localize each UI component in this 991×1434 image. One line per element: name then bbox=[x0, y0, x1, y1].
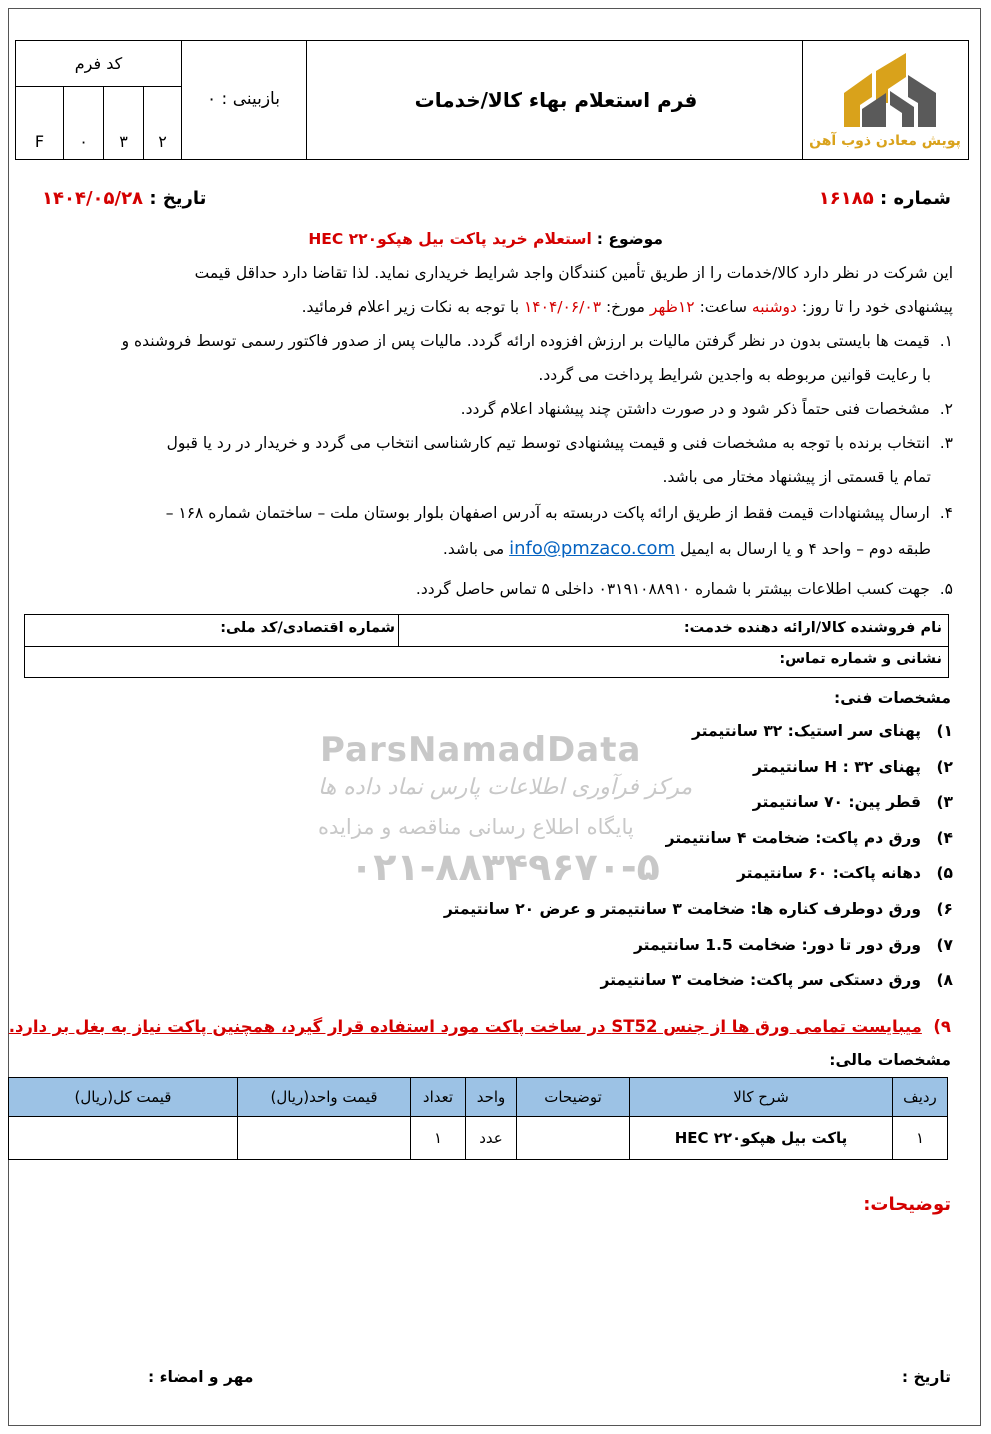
subject bbox=[308, 222, 663, 256]
economic-code-label: شماره اقتصادی/کد ملی: bbox=[220, 620, 395, 636]
remarks-label: توضیحات: bbox=[863, 1194, 951, 1215]
spec-text: ورق دم پاکت: ضخامت ۴ سانتیمتر bbox=[665, 828, 921, 847]
form-code-cell: ۲ bbox=[158, 132, 167, 151]
subject-label: موضوع : bbox=[596, 230, 663, 248]
form-header bbox=[15, 40, 969, 160]
column-header: ردیف bbox=[893, 1078, 948, 1117]
intro-line1: این شرکت در نظر دارد کالا/خدمات را از طریق تأمین کنندگان واجد شرایط خریداری نماید. لذا تقاضا دارد حداقل قیمت bbox=[194, 264, 953, 282]
column-header: قیمت کل(ریال) bbox=[9, 1078, 238, 1117]
letter-number bbox=[819, 182, 951, 216]
form-title: فرم استعلام بهاء کالا/خدمات bbox=[414, 88, 698, 112]
tech-spec-item bbox=[753, 752, 953, 782]
date-label: تاریخ : bbox=[149, 188, 207, 209]
form-code-cell: ۳ bbox=[104, 87, 144, 159]
note-text: مشخصات فنی حتماً ذکر شود و در صورت داشتن چند پیشنهاد اعلام گردد. bbox=[460, 400, 930, 418]
cell-unit: عدد bbox=[466, 1117, 517, 1160]
spec-number: ۲) bbox=[936, 757, 953, 776]
seller-info-box bbox=[24, 614, 949, 678]
spec-text: ورق دوطرف کناره ها: ضخامت ۳ سانتیمتر و عرض ۲۰ سانتیمتر bbox=[443, 900, 921, 918]
column-header: قیمت واحد(ریال) bbox=[238, 1078, 411, 1117]
note-item bbox=[166, 496, 953, 530]
cell-description: پاکت بیل هپکو۲۲۰ HEC bbox=[630, 1117, 893, 1160]
intro-text: ساعت: bbox=[699, 298, 747, 316]
company-logo bbox=[802, 41, 968, 159]
cell-row-no: ۱ bbox=[893, 1117, 948, 1160]
note-number: ۱. bbox=[939, 332, 953, 350]
spec-number: ۶) bbox=[936, 900, 953, 918]
divider bbox=[398, 615, 399, 646]
tech-spec-item bbox=[753, 787, 953, 817]
spec-number: ۱) bbox=[936, 722, 953, 740]
spec-number: ۹) bbox=[933, 1017, 951, 1036]
deadline-time: ۱۲ظهر bbox=[649, 298, 695, 316]
note-number: ۵. bbox=[939, 580, 953, 598]
tech-heading: مشخصات فنی: bbox=[834, 689, 951, 707]
intro-text: با توجه به نکات زیر اعلام فرمائید. bbox=[301, 298, 520, 316]
number-label: شماره : bbox=[880, 188, 951, 209]
signature-label: مهر و امضاء : bbox=[148, 1368, 254, 1386]
column-header: شرح کالا bbox=[630, 1078, 893, 1117]
form-code-cell: ۰ bbox=[64, 87, 104, 159]
column-header: توضیحات bbox=[517, 1078, 630, 1117]
table-row bbox=[9, 1117, 948, 1160]
note-item-cont bbox=[443, 532, 931, 566]
spec-number: ۳) bbox=[936, 793, 953, 812]
note-text: ارسال پیشنهادات قیمت فقط از طریق ارائه پاکت دربسته به آدرس اصفهان بلوار بوستان ملت – ساختمان شماره ۱۶۸ – bbox=[165, 504, 930, 522]
spec-text: پهنای سر استیک: ۳۲ سانتیمتر bbox=[692, 722, 921, 740]
deadline-day: دوشنبه bbox=[751, 298, 797, 316]
number-value: ۱۶۱۸۵ bbox=[818, 188, 874, 209]
seller-name-label: نام فروشنده کالا/ارائه دهنده خدمت: bbox=[683, 620, 942, 636]
form-code-label: کد فرم bbox=[16, 41, 181, 87]
column-header: واحد bbox=[466, 1078, 517, 1117]
logo-text: پویش معادن ذوب آهن bbox=[809, 133, 961, 149]
watermark-line1: مرکز فرآوری اطلاعات پارس نماد داده ها bbox=[318, 775, 693, 800]
watermark-line2: پایگاه اطلاع رسانی مناقصه و مزایده bbox=[318, 815, 634, 839]
cell-unit-price[interactable] bbox=[238, 1117, 411, 1160]
tech-spec-item bbox=[634, 930, 953, 960]
watermark-brand: ParsNamadData bbox=[320, 730, 642, 770]
spec-text: ورق دور تا دور: ضخامت 1.5 سانتیمتر bbox=[634, 935, 921, 954]
note-text: قیمت ها بایستی بدون در نظر گرفتن مالیات بر ارزش افزوده ارائه گردد. مالیات پس از صدور فاکتور رسمی توسط فروشنده و bbox=[121, 332, 930, 350]
address-label: نشانی و شماره تماس: bbox=[779, 651, 942, 667]
spec-text: پهنای H : ۳۲ سانتیمتر bbox=[753, 757, 921, 776]
spec-number: ۵) bbox=[936, 864, 953, 883]
note-text: می باشد. bbox=[442, 540, 505, 558]
note-number: ۲. bbox=[939, 400, 953, 418]
intro-text: مورخ: bbox=[605, 298, 645, 316]
cell-quantity: ۱ bbox=[411, 1117, 466, 1160]
spec-text: ورق دستکی سر پاکت: ضخامت ۳ سانتیمتر bbox=[600, 971, 921, 990]
spec-text: دهانه پاکت: ۶۰ سانتیمتر bbox=[736, 864, 921, 883]
note-text: با رعایت قوانین مربوطه به واجدین شرایط پرداخت می گردد. bbox=[538, 366, 931, 384]
subject-value: استعلام خرید پاکت بیل هپکو۲۲۰ HEC bbox=[308, 230, 592, 248]
note-number: ۴. bbox=[939, 504, 953, 522]
date-value: ۱۴۰۴/۰۵/۲۸ bbox=[42, 188, 144, 209]
note-item bbox=[167, 426, 953, 460]
deadline-date: ۱۴۰۴/۰۶/۰۳ bbox=[523, 298, 602, 316]
spec-number: ۸) bbox=[936, 971, 953, 990]
tech-spec-item bbox=[692, 716, 953, 746]
note-item bbox=[461, 392, 953, 426]
form-code-box bbox=[16, 41, 181, 159]
watermark-phone: ۰۲۱-۸۸۳۴۹۶۷۰-۵ bbox=[350, 845, 660, 889]
financial-table bbox=[8, 1077, 948, 1160]
note-text: انتخاب برنده با توجه به مشخصات فنی و قیمت پیشنهادی توسط تیم کارشناسی انتخاب می گردد و خریدار در رد یا قبول bbox=[166, 434, 930, 452]
intro-line2 bbox=[302, 290, 953, 324]
tech-item-9 bbox=[9, 1010, 951, 1044]
note-item bbox=[122, 324, 953, 358]
letter-date bbox=[42, 182, 206, 216]
revision: بازبینی : ۰ bbox=[207, 89, 280, 109]
column-header: تعداد bbox=[411, 1078, 466, 1117]
tech-spec-item bbox=[600, 965, 953, 995]
email-link[interactable]: info@pmzaco.com bbox=[509, 538, 676, 559]
spec-text: قطر پین: ۷۰ سانتیمتر bbox=[752, 793, 921, 812]
cell-total-price[interactable] bbox=[9, 1117, 238, 1160]
financial-heading: مشخصات مالی: bbox=[829, 1051, 951, 1069]
note-number: ۳. bbox=[939, 434, 953, 452]
spec-number: ۴) bbox=[936, 828, 953, 847]
spec-text: میبایست تمامی ورق ها از جنس ST52 در ساخت پاکت مورد استفاده قرار گیرد، همچنین پاکت نیاز به بغل بر دارد. bbox=[8, 1017, 922, 1036]
note-text: تمام یا قسمتی از پیشنهاد مختار می باشد. bbox=[662, 468, 931, 486]
note-text: جهت کسب اطلاعات بیشتر با شماره ۰۳۱۹۱۰۸۸۹۱۰ داخلی ۵ تماس حاصل گردد. bbox=[415, 580, 930, 598]
intro-text: پیشنهادی خود را تا روز: bbox=[801, 298, 953, 316]
tech-spec-item bbox=[737, 858, 953, 888]
tech-spec-item bbox=[444, 894, 953, 924]
spec-number: ۷) bbox=[936, 935, 953, 954]
note-item bbox=[416, 572, 953, 606]
seller-row bbox=[25, 615, 948, 647]
table-header-row bbox=[9, 1078, 948, 1117]
form-code-cell: F bbox=[16, 87, 64, 159]
tech-spec-item bbox=[666, 823, 953, 853]
cell-notes[interactable] bbox=[517, 1117, 630, 1160]
footer-date-label: تاریخ : bbox=[901, 1368, 951, 1386]
note-text: طبقه دوم – واحد ۴ و یا ارسال به ایمیل bbox=[680, 540, 931, 558]
